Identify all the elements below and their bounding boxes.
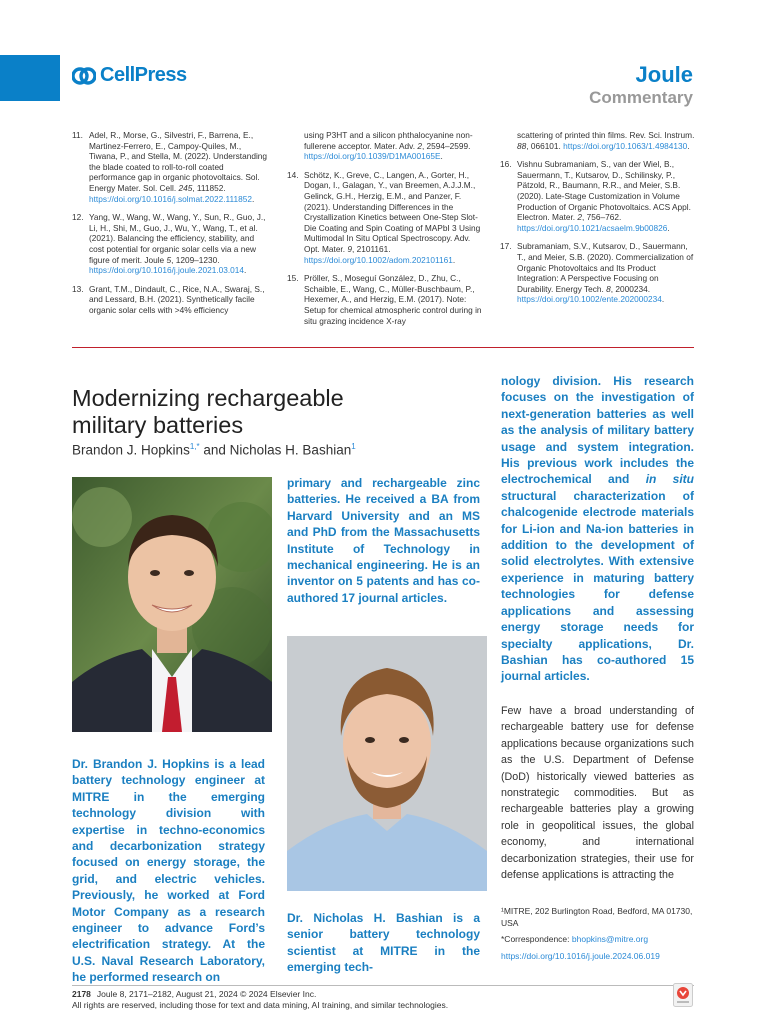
- reference-number: 16.: [500, 159, 512, 170]
- bio-bashian-italic: in situ: [645, 472, 694, 487]
- section-divider: [72, 347, 694, 348]
- reference-item: [287, 273, 483, 326]
- author-separator: and: [199, 442, 230, 458]
- logo-text: CellPress: [100, 64, 187, 86]
- author-photo-bashian: [287, 636, 487, 891]
- reference-volume: 2: [417, 140, 422, 151]
- reference-end: .: [251, 193, 255, 204]
- reference-text: Grant, T.M., Dindault, C., Rice, N.A., Swaraj, S., and Lessard, B.H. (2021). Synthetically facile organic solar cells with >4% efficiency: [89, 283, 265, 315]
- bio-hopkins-part1: Dr. Brandon J. Hopkins is a lead battery technology engineer at MITRE in the emerging technology division with expertise in techno-economics and decarbonization strategy focused on energy storage, the grid, and electric vehicles. Previously, he worked at Ford Motor Company as a research engineer to advance Ford’s electrification strategy. At the U.S. Naval Research Laboratory, he performed research on: [72, 757, 265, 985]
- reference-item: [500, 159, 695, 233]
- author-hopkins[interactable]: Brandon J. Hopkins: [72, 442, 190, 458]
- reference-volume: 88: [517, 140, 527, 151]
- bio-bashian-text-b: structural characterization of chalcogenide electrode materials for Li-ion and Na-ion batteries in addition to the development of solid electrolytes. With extensive experience in maturing battery technologies for defense applications and assessing energy storage needs for specialty applications, Dr. Bashian has co-authored 15 journal articles.: [501, 488, 694, 684]
- author-hopkins-affil[interactable]: 1,*: [189, 442, 200, 451]
- author-line: [72, 442, 356, 458]
- reference-doi-link[interactable]: https://doi.org/10.1039/D1MA00165E: [304, 151, 441, 162]
- reference-doi-link[interactable]: https://doi.org/10.1016/j.solmat.2022.111852: [89, 193, 252, 204]
- reference-item: [287, 170, 483, 265]
- reference-text: scattering of printed thin films. Rev. Sci. Instrum.: [517, 130, 695, 140]
- cellpress-mark-icon: [72, 66, 96, 86]
- author-bashian[interactable]: Nicholas H. Bashian: [229, 442, 352, 458]
- reference-end: .: [687, 140, 690, 151]
- reference-number: 17.: [500, 241, 512, 252]
- reference-item: [72, 284, 268, 316]
- bio-bashian-part2: [501, 373, 694, 685]
- references-column-2: [287, 130, 483, 334]
- reference-doi-link[interactable]: https://doi.org/10.1002/adom.202101161: [304, 254, 453, 265]
- reference-text: using P3HT and a silicon phthalocyanine non-fullerene acceptor. Mater. Adv.: [304, 130, 473, 151]
- reference-item: [72, 130, 268, 204]
- crossmark-icon[interactable]: [673, 983, 693, 1007]
- reference-pages: , 756–762.: [582, 212, 622, 223]
- reference-doi-link[interactable]: https://doi.org/10.1016/j.joule.2021.03.014: [89, 265, 244, 276]
- article-title: Modernizing rechargeable military batteries: [72, 384, 344, 438]
- reference-text: Subramaniam, S.V., Kutsarov, D., Sauermann, T., and Meier, S.B. (2020). Commercialization of Organic Photovoltaics and Its Product Integration: A Perspective Focusing on Durability. Energy Tech.: [517, 241, 694, 294]
- reference-pages: , 066101.: [526, 140, 564, 151]
- reference-text: Schötz, K., Greve, C., Langen, A., Gorter, H., Dogan, I., Galagan, Y., van Breemen, A.J.J.M., Gelinck, G.H., Herzig, E.M., and Panzer, F. (2021). Understanding Differences in the Crystallization Kinetics between One-Step Slot-Die Coating and Spin Coating of MAPbI 3 Using Multimodal In Situ Optical Spectroscopy. Adv. Opt. Mater.: [304, 169, 481, 254]
- reference-pages: , 111852.: [192, 182, 226, 193]
- footer-divider: [72, 985, 694, 986]
- reference-number: 14.: [287, 169, 299, 180]
- page-footer: [72, 989, 448, 1011]
- reference-text: Pröller, S., Moseguí González, D., Zhu, C., Schaible, E., Wang, C., Müller-Buschbaum, P., Hexemer, A., and Herzig, E.M. (2017). Note: Setup for chemical atmospheric control during in situ grazing incidence X-ray: [304, 273, 482, 326]
- page-number: 2178: [72, 989, 91, 999]
- footer-citation: Joule 8, 2171–2182, August 21, 2024 © 2024 Elsevier Inc.: [96, 989, 317, 999]
- reference-pages: , 2594–2599.: [421, 140, 471, 151]
- reference-number: 11.: [72, 130, 83, 140]
- affiliation-block: [501, 906, 694, 967]
- bio-bashian-text-a: nology division. His research focuses on the investigation of next-generation batteries as well as the analysis of military battery usage and system integration. His previous work includes the electrochemical and: [501, 374, 694, 487]
- reference-item: [72, 212, 268, 276]
- reference-end: .: [452, 254, 456, 265]
- correspondence-email[interactable]: bhopkins@mitre.org: [571, 934, 649, 944]
- article-section: Commentary: [589, 88, 693, 107]
- reference-number: 15.: [287, 273, 299, 284]
- header-accent-tab: [0, 55, 60, 101]
- footer-rights: All rights are reserved, including those for text and data mining, AI training, and similar technologies.: [72, 1000, 449, 1010]
- reference-volume: 5: [166, 254, 172, 265]
- references-column-1: [72, 130, 268, 324]
- reference-number: 13.: [72, 283, 84, 294]
- reference-doi-link[interactable]: https://doi.org/10.1063/1.4984130: [563, 140, 688, 151]
- references-column-3: [500, 130, 695, 313]
- reference-pages: , 2101161.: [351, 243, 391, 254]
- correspondence-label: *Correspondence:: [501, 934, 572, 944]
- bio-bashian-part1: Dr. Nicholas H. Bashian is a senior battery technology scientist at MITRE in the emerging tech-: [287, 911, 480, 975]
- reference-doi-link[interactable]: https://doi.org/10.1002/ente.202000234: [517, 294, 662, 305]
- article-doi-link[interactable]: https://doi.org/10.1016/j.joule.2024.06.019: [501, 950, 660, 961]
- journal-name[interactable]: Joule: [635, 62, 693, 87]
- reference-volume: 245: [178, 182, 193, 193]
- body-paragraph: Few have a broad understanding of rechargeable battery use for defense applications because organizations such as the U.S. Department of Defense (DoD) historically viewed batteries as nonstrategic commodities. But as rechargeable batteries play a growing role in geopolitical issues, the global economy, and international decarbonization strategies, their use for defense applications is attracting the: [501, 705, 694, 882]
- reference-item: [500, 130, 695, 151]
- author-bashian-affil[interactable]: 1: [351, 442, 356, 451]
- author-photo-hopkins: [72, 477, 272, 732]
- correspondence-line: [501, 934, 694, 946]
- reference-end: .: [661, 294, 665, 305]
- reference-volume: 8: [606, 283, 611, 294]
- reference-end: .: [244, 265, 247, 276]
- reference-item: [287, 130, 483, 162]
- reference-doi-link[interactable]: https://doi.org/10.1021/acsaelm.9b00826: [517, 222, 668, 233]
- reference-text: Yang, W., Wang, W., Wang, Y., Sun, R., Guo, J., Li, H., Shi, M., Guo, J., Wu, Y., Wang, T., et al. (2021). Balancing the efficiency, stability, and cost potential for organic solar cells via a new figure of merit. Joule: [89, 212, 266, 265]
- reference-text: Vishnu Subramaniam, S., van der Wiel, B., Sauermann, T., Kutsarov, D., Schilinsky, P., Pätzold, R., Baumann, R.R., and Meier, S.B. (2020). Late-Stage Customization in Volume Production of Organic Photovoltaics. ACS Appl. Electron. Mater.: [517, 159, 691, 223]
- reference-end: .: [667, 222, 670, 233]
- bio-hopkins-part2: primary and rechargeable zinc batteries. He received a BA from Harvard University and an MS and PhD from the Massachusetts Institute of Technology in mechanical engineering. He is an inventor on 5 patents and has co-authored 17 journal articles.: [287, 476, 480, 605]
- footer-citation-line: [72, 989, 448, 1000]
- reference-volume: 2: [577, 212, 583, 223]
- reference-pages: , 1209–1230.: [171, 254, 220, 265]
- reference-item: [500, 241, 695, 305]
- reference-end: .: [440, 151, 443, 162]
- reference-pages: , 2000234.: [610, 283, 650, 294]
- reference-number: 12.: [72, 212, 84, 223]
- reference-text: Adel, R., Morse, G., Silvestri, F., Barrena, E., Martinez-Ferrero, E., Campoy-Quiles, M., Tiwana, P., and Stella, M. (2022). Understanding the blade coated to roll-to-roll coated performance gap in organic photovoltaics. Sol. Energy Mater. Sol. Cell.: [89, 130, 268, 193]
- affiliation-address: ¹MITRE, 202 Burlington Road, Bedford, MA 01730, USA: [501, 906, 693, 928]
- cellpress-logo[interactable]: [72, 64, 187, 87]
- reference-volume: 9: [347, 243, 352, 254]
